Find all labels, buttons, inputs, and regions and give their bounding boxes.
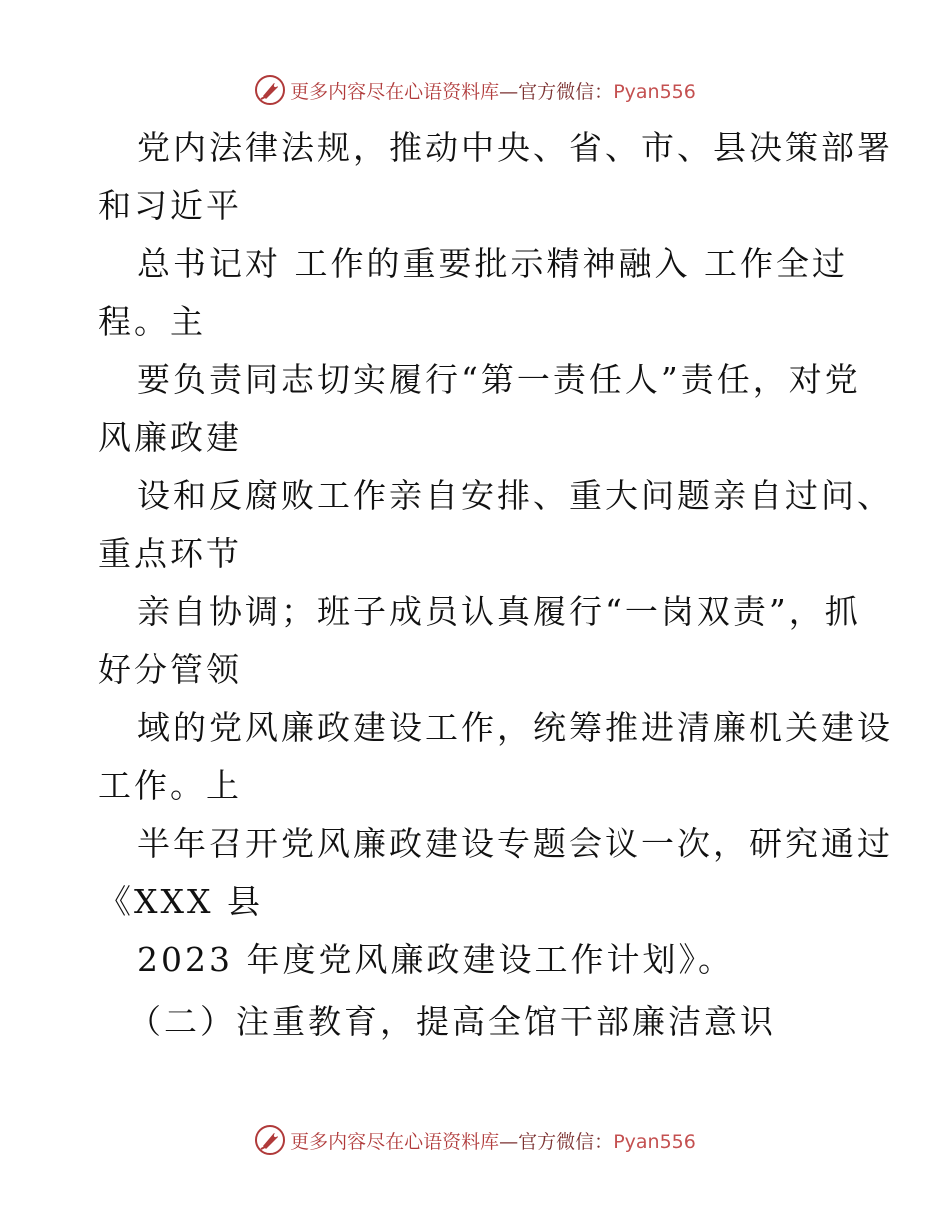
body-line-3: 总书记对 工作的重要批示精神融入 工作全过 xyxy=(137,244,848,283)
body-line-4: 程。主 xyxy=(98,302,206,341)
watermark-text xyxy=(290,77,696,104)
pen-nib-seal-icon xyxy=(254,74,286,106)
body-line-6: 风廉政建 xyxy=(98,418,242,457)
body-line-1: 党内法律法规，推动中央、省、市、县决策部署 xyxy=(137,128,893,167)
footer-watermark xyxy=(0,1120,950,1160)
header-watermark xyxy=(0,70,950,110)
body-line-12: 工作。上 xyxy=(98,766,242,805)
pen-nib-seal-icon xyxy=(254,1124,286,1156)
body-line-14: 《XXX 县 xyxy=(98,882,263,921)
body-line-7: 设和反腐败工作亲自安排、重大问题亲自过问、 xyxy=(137,476,893,515)
watermark-id: Pyan556 xyxy=(613,80,696,103)
section-heading: （二）注重教育，提高全馆干部廉洁意识 xyxy=(128,1002,776,1041)
watermark-official: —官方微信： xyxy=(499,80,614,103)
watermark-text xyxy=(290,1127,696,1154)
watermark-official: —官方微信： xyxy=(499,1130,614,1153)
body-line-9: 亲自协调；班子成员认真履行“一岗双责”，抓 xyxy=(137,592,861,631)
body-line-2: 和习近平 xyxy=(98,186,242,225)
body-line-13: 半年召开党风廉政建设专题会议一次，研究通过 xyxy=(137,824,893,863)
body-line-11: 域的党风廉政建设工作，统筹推进清廉机关建设 xyxy=(137,708,893,747)
body-line-10: 好分管领 xyxy=(98,650,242,689)
body-line-8: 重点环节 xyxy=(98,534,242,573)
body-line-15: 2023 年度党风廉政建设工作计划》。 xyxy=(137,940,734,979)
watermark-brand: 更多内容尽在心语资料库 xyxy=(290,1130,500,1153)
watermark-brand: 更多内容尽在心语资料库 xyxy=(290,80,500,103)
watermark-id: Pyan556 xyxy=(613,1130,696,1153)
body-line-5: 要负责同志切实履行“第一责任人”责任，对党 xyxy=(137,360,861,399)
